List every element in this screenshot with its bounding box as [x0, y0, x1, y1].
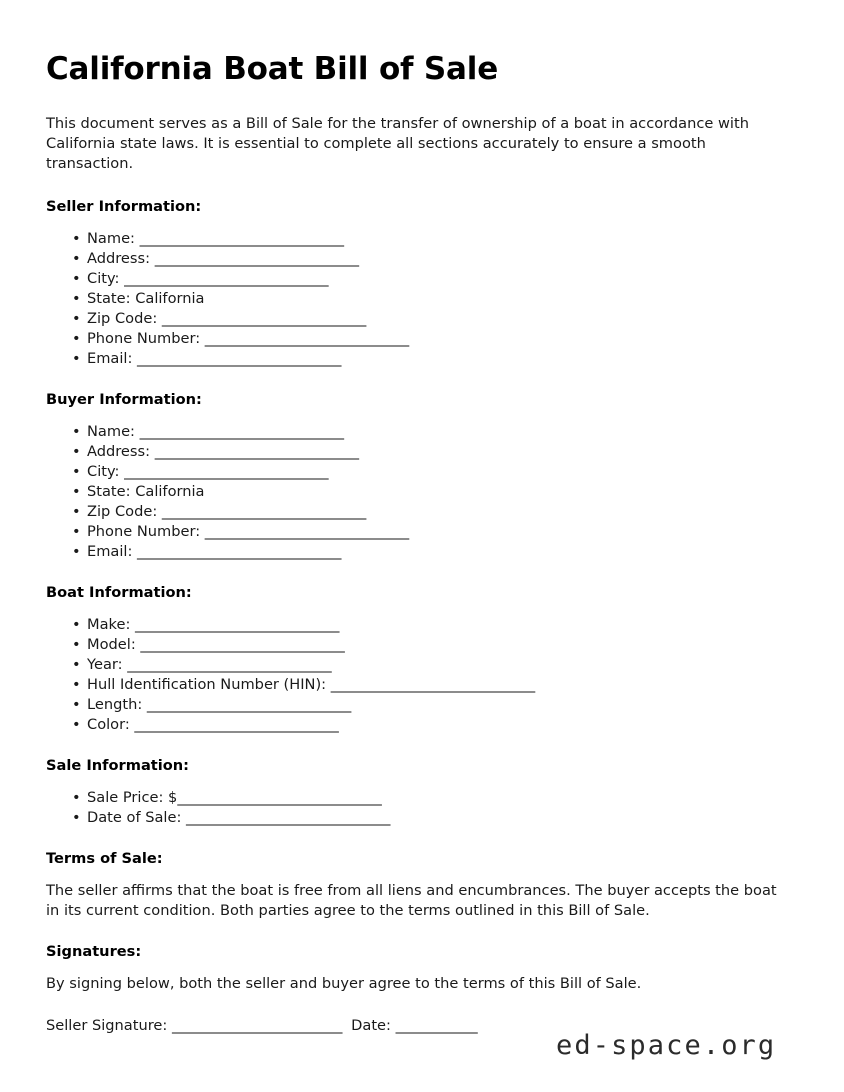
field-label: Model:: [87, 636, 136, 654]
field-blank[interactable]: ______________________________: [127, 656, 332, 674]
seller-information-list: [46, 229, 794, 369]
intro-paragraph: This document serves as a Bill of Sale for the transfer of ownership of a boat in accordance with California state laws. It is essential to complete all sections accurately to ensure a smooth transaction.: [46, 115, 749, 173]
field-blank[interactable]: ______________________________: [330, 676, 535, 694]
field-blank[interactable]: ______________________________: [161, 310, 366, 328]
list-item: [46, 615, 794, 635]
field-label: City:: [87, 463, 120, 481]
field-blank[interactable]: ______________________________: [137, 543, 341, 561]
seller-information-heading: Seller Information:: [46, 198, 202, 216]
seller-signature-label: Seller Signature:: [46, 1017, 168, 1035]
list-item: [46, 675, 794, 695]
list-item: [46, 522, 794, 542]
list-item: [46, 269, 794, 289]
field-blank[interactable]: ______________________________: [135, 616, 339, 634]
field-label: Make:: [87, 616, 131, 634]
field-blank[interactable]: ______________________________: [204, 330, 409, 348]
boat-information-heading: Boat Information:: [46, 584, 192, 602]
field-label: Length:: [87, 696, 143, 714]
field-blank[interactable]: ______________________________: [177, 789, 382, 807]
list-item: [46, 635, 794, 655]
list-item: [46, 249, 794, 269]
field-label: Color:: [87, 716, 130, 734]
signature-block: [46, 1016, 794, 1036]
list-item: [46, 542, 794, 562]
field-blank[interactable]: ______________________________: [124, 270, 329, 288]
field-blank[interactable]: ______________________________: [139, 423, 344, 441]
field-value: California: [135, 290, 205, 308]
field-blank[interactable]: ______________________________: [204, 523, 409, 541]
page-title: California Boat Bill of Sale: [46, 51, 499, 87]
field-blank[interactable]: ______________________________: [137, 350, 341, 368]
list-item: [46, 309, 794, 329]
field-blank[interactable]: ______________________________: [134, 716, 339, 734]
list-item: [46, 695, 794, 715]
field-blank[interactable]: ______________________________: [139, 230, 344, 248]
list-item: [46, 715, 794, 735]
field-blank[interactable]: ______________________________: [154, 250, 359, 268]
field-label: Phone Number:: [87, 330, 201, 348]
field-label: Email:: [87, 350, 133, 368]
field-label: Hull Identification Number (HIN):: [87, 676, 327, 694]
field-label: Zip Code:: [87, 310, 158, 328]
field-blank[interactable]: ______________________________: [154, 443, 359, 461]
field-blank[interactable]: ______________________________: [186, 809, 390, 827]
terms-of-sale-heading: Terms of Sale:: [46, 850, 163, 868]
field-label: Sale Price: $: [87, 789, 178, 807]
field-label: Address:: [87, 443, 151, 461]
buyer-information-heading: Buyer Information:: [46, 391, 202, 409]
list-item: [46, 462, 794, 482]
list-item: [46, 788, 794, 808]
site-watermark: ed-space.org: [556, 1030, 777, 1061]
list-item: [46, 502, 794, 522]
date-label: Date:: [351, 1017, 391, 1035]
seller-signature-row: [46, 1016, 794, 1036]
field-label: Name:: [87, 423, 135, 441]
list-item: [46, 482, 794, 502]
sale-information-heading: Sale Information:: [46, 757, 190, 775]
field-label: Phone Number:: [87, 523, 201, 541]
list-item: [46, 289, 794, 309]
list-item: [46, 229, 794, 249]
field-blank[interactable]: ______________________________: [146, 696, 351, 714]
list-item: [46, 329, 794, 349]
buyer-information-list: [46, 422, 794, 562]
field-blank[interactable]: ______________________________: [140, 636, 345, 654]
field-label: Email:: [87, 543, 133, 561]
list-item: [46, 655, 794, 675]
field-value: California: [135, 483, 205, 501]
field-label: State:: [87, 483, 131, 501]
signatures-body: By signing below, both the seller and buyer agree to the terms of this Bill of Sale.: [46, 975, 642, 993]
boat-information-list: [46, 615, 794, 735]
field-label: Zip Code:: [87, 503, 158, 521]
field-blank[interactable]: ______________________________: [124, 463, 329, 481]
field-label: State:: [87, 290, 131, 308]
seller-signature-blank[interactable]: _________________________: [171, 1017, 342, 1035]
date-blank[interactable]: ____________: [395, 1017, 478, 1035]
field-blank[interactable]: ______________________________: [161, 503, 366, 521]
field-label: Date of Sale:: [87, 809, 182, 827]
field-label: City:: [87, 270, 120, 288]
terms-of-sale-body: The seller affirms that the boat is free from all liens and encumbrances. The buyer accepts the boat in its current condition. Both parties agree to the terms outlined in this Bill of Sale.: [46, 882, 777, 920]
field-label: Year:: [87, 656, 123, 674]
field-label: Name:: [87, 230, 135, 248]
list-item: [46, 349, 794, 369]
document-body: [46, 52, 794, 1036]
list-item: [46, 808, 794, 828]
signatures-heading: Signatures:: [46, 943, 142, 961]
sale-information-list: [46, 788, 794, 828]
list-item: [46, 422, 794, 442]
field-label: Address:: [87, 250, 151, 268]
list-item: [46, 442, 794, 462]
